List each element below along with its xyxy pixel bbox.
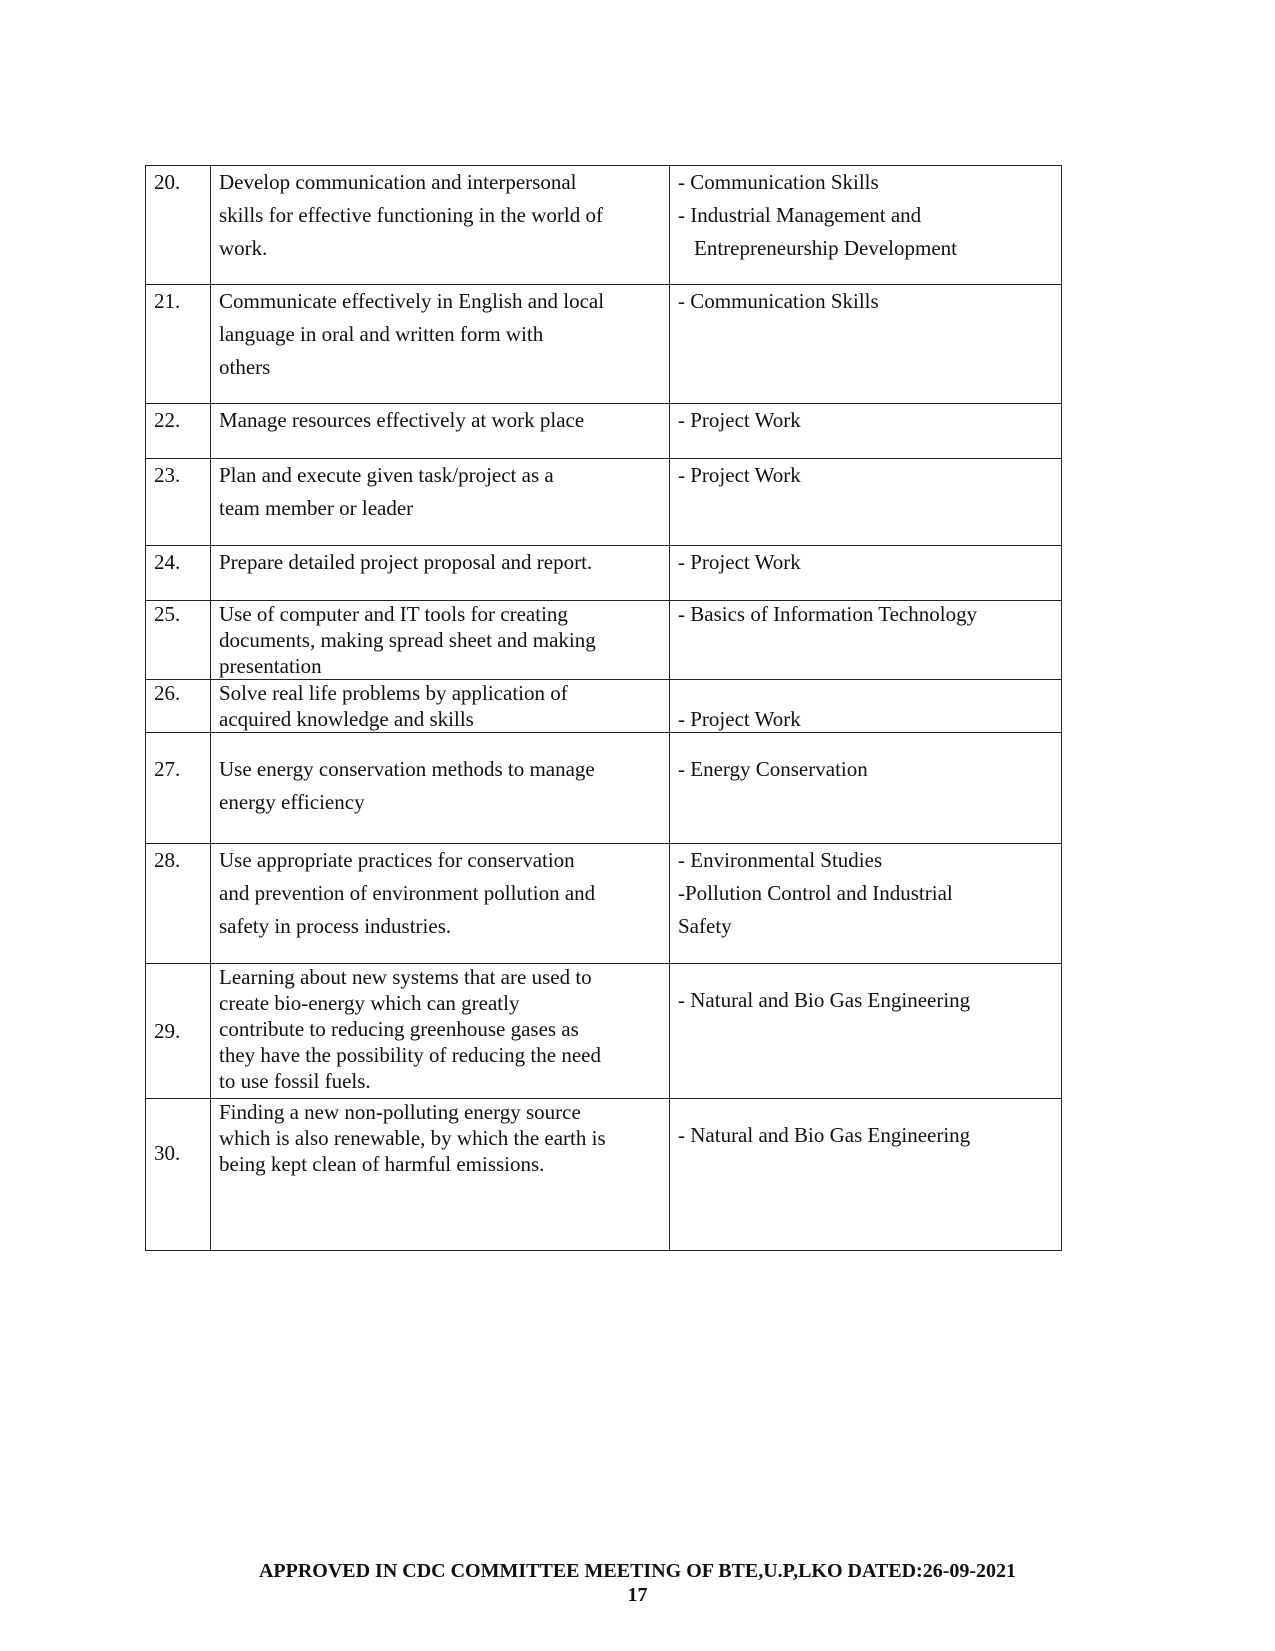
subject-line: - Basics of Information Technology — [678, 602, 978, 626]
outcomes-table — [145, 165, 1062, 1251]
table-row — [146, 285, 1062, 404]
description-line: others — [219, 355, 271, 379]
description-line: Use of computer and IT tools for creating — [219, 602, 568, 626]
description-line: Solve real life problems by application of — [219, 681, 568, 705]
row-number-label: 27. — [154, 757, 181, 781]
description-line: team member or leader — [219, 496, 414, 520]
row-number: 20. — [146, 166, 211, 285]
related-subjects — [670, 404, 1062, 459]
description-line: acquired knowledge and skills — [219, 707, 474, 731]
related-subjects — [670, 1099, 1062, 1251]
row-number-label: 30. — [154, 1141, 181, 1165]
row-number: 28. — [146, 844, 211, 964]
related-subjects — [670, 844, 1062, 964]
subject-line: - Industrial Management and — [678, 203, 922, 227]
related-subjects — [670, 964, 1062, 1099]
description-line: create bio-energy which can greatly — [219, 991, 520, 1015]
description-line: energy efficiency — [219, 790, 365, 814]
subject-line: - Project Work — [678, 463, 801, 487]
outcome-description — [211, 680, 670, 733]
related-subjects — [670, 733, 1062, 844]
table-row — [146, 166, 1062, 285]
related-subjects — [670, 680, 1062, 733]
description-line: skills for effective functioning in the world of — [219, 203, 603, 227]
table-row — [146, 844, 1062, 964]
table-row — [146, 404, 1062, 459]
row-number: 22. — [146, 404, 211, 459]
description-line: they have the possibility of reducing the need — [219, 1043, 601, 1067]
description-line: Use appropriate practices for conservation — [219, 848, 575, 872]
description-line: work. — [219, 236, 268, 260]
row-number: 25. — [146, 601, 211, 680]
page-number: 17 — [627, 1584, 648, 1606]
description-line: Manage resources effectively at work place — [219, 408, 585, 432]
description-line: language in oral and written form with — [219, 322, 544, 346]
approval-footer: APPROVED IN CDC COMMITTEE MEETING OF BTE,U.P,LKO DATED:26-09-2021 — [258, 1560, 1017, 1582]
related-subjects — [670, 285, 1062, 404]
outcome-description — [211, 459, 670, 546]
subject-line: - Project Work — [678, 408, 801, 432]
description-line: Develop communication and interpersonal — [219, 170, 577, 194]
row-number: 24. — [146, 546, 211, 601]
outcome-description — [211, 285, 670, 404]
related-subjects — [670, 601, 1062, 680]
description-line: Plan and execute given task/project as a — [219, 463, 554, 487]
table-row — [146, 601, 1062, 680]
table-row — [146, 733, 1062, 844]
row-number: 29. — [146, 964, 211, 1099]
outcome-description — [211, 964, 670, 1099]
subject-line: -Pollution Control and Industrial — [678, 881, 953, 905]
row-number: 21. — [146, 285, 211, 404]
subject-line: - Energy Conservation — [678, 757, 868, 781]
description-line: Use energy conservation methods to manage — [219, 757, 595, 781]
description-line: which is also renewable, by which the earth is — [219, 1126, 606, 1150]
table-row — [146, 1099, 1062, 1251]
outcome-description — [211, 166, 670, 285]
description-line: presentation — [219, 654, 322, 678]
subject-line: - Communication Skills — [678, 289, 879, 313]
description-line: being kept clean of harmful emissions. — [219, 1152, 545, 1176]
subject-line: Safety — [678, 914, 732, 938]
outcome-description — [211, 733, 670, 844]
description-line: contribute to reducing greenhouse gases as — [219, 1017, 579, 1041]
row-number: 23. — [146, 459, 211, 546]
outcome-description — [211, 546, 670, 601]
description-line: documents, making spread sheet and making — [219, 628, 596, 652]
related-subjects — [670, 166, 1062, 285]
subject-line: - Communication Skills — [678, 170, 879, 194]
description-line: to use fossil fuels. — [219, 1069, 371, 1093]
subject-line: - Environmental Studies — [678, 848, 883, 872]
outcome-description — [211, 844, 670, 964]
related-subjects — [670, 546, 1062, 601]
row-number — [146, 733, 211, 844]
outcome-description — [211, 601, 670, 680]
row-number — [146, 1099, 211, 1251]
description-line: Finding a new non-polluting energy source — [219, 1100, 581, 1124]
description-line: Learning about new systems that are used to — [219, 965, 592, 989]
subject-line: Entrepreneurship Development — [694, 236, 957, 260]
description-line: safety in process industries. — [219, 914, 452, 938]
table-row — [146, 546, 1062, 601]
outcome-description — [211, 404, 670, 459]
row-number: 26. — [146, 680, 211, 733]
table-row — [146, 680, 1062, 733]
outcome-description — [211, 1099, 670, 1251]
table-row — [146, 459, 1062, 546]
subject-line: - Project Work — [678, 550, 801, 574]
subject-line: - Project Work — [678, 707, 801, 731]
description-line: and prevention of environment pollution and — [219, 881, 596, 905]
subject-line: - Natural and Bio Gas Engineering — [678, 988, 971, 1012]
related-subjects — [670, 459, 1062, 546]
description-line: Communicate effectively in English and local — [219, 289, 605, 313]
table-row — [146, 964, 1062, 1099]
description-line: Prepare detailed project proposal and report. — [219, 550, 593, 574]
subject-line: - Natural and Bio Gas Engineering — [678, 1123, 971, 1147]
